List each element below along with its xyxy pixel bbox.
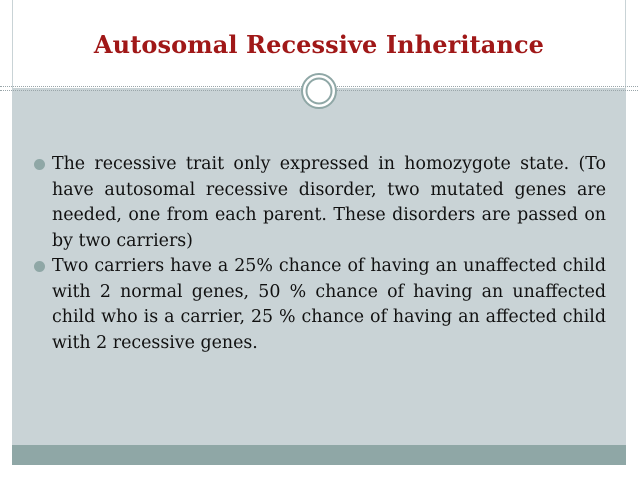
bullet-item-2 [34, 254, 606, 356]
double-circle-icon [300, 72, 338, 110]
round-bullet-icon [34, 159, 45, 170]
bullet-text-1: The recessive trait only expressed in homozygote state. (To have autosomal recessive disorder, two mutated genes are needed, one from each parent. These disorders are passed on by two carriers) [52, 154, 606, 251]
bullet-list [34, 152, 606, 356]
slide-title: Autosomal Recessive Inheritance [93, 30, 545, 59]
bullet-item-1 [34, 152, 606, 254]
footer-band [12, 445, 626, 465]
content-area [12, 88, 626, 445]
round-bullet-icon [34, 261, 45, 272]
bullet-text-2: Two carriers have a 25% chance of having an unaffected child with 2 normal genes, 50 % chance of having an unaffected child who is a carrier, 25 % chance of having an affected child with 2 recessive genes. [52, 256, 606, 353]
